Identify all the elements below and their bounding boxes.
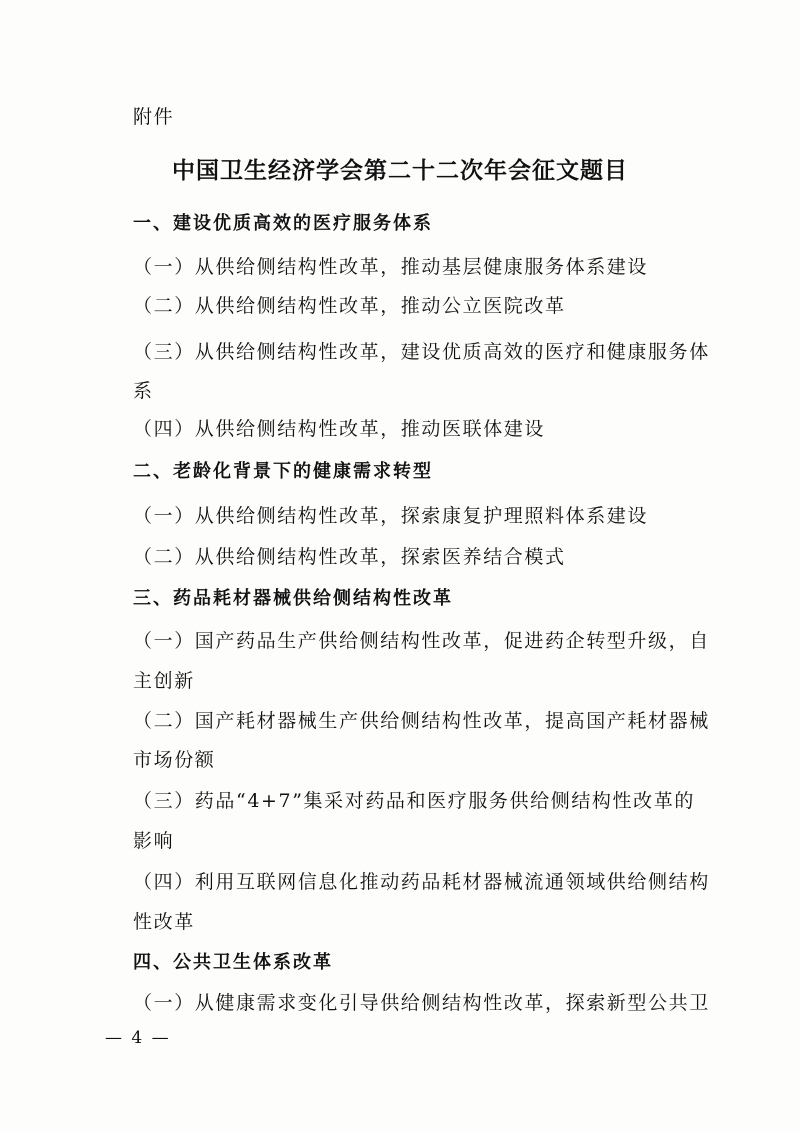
section-heading: 二、老龄化背景下的健康需求转型	[133, 461, 433, 482]
list-item-continuation: 性改革	[133, 911, 195, 933]
list-item: （一）国产药品生产供给侧结构性改革，促进药企转型升级，自	[133, 630, 710, 652]
list-item: （二）国产耗材器械生产供给侧结构性改革，提高国产耗材器械	[133, 710, 710, 732]
list-item-continuation: 主创新	[133, 670, 195, 692]
list-item-continuation: 市场份额	[133, 749, 216, 771]
section-heading: 四、公共卫生体系改革	[133, 952, 333, 973]
list-item: （一）从供给侧结构性改革，探索康复护理照料体系建设	[133, 505, 649, 527]
list-item: （二）从供给侧结构性改革，推动公立医院改革	[133, 295, 566, 317]
page-number: — 4 —	[105, 1028, 171, 1048]
list-item: （二）从供给侧结构性改革，探索医养结合模式	[133, 546, 566, 568]
list-item-continuation: 影响	[133, 830, 175, 852]
list-item: （一）从健康需求变化引导供给侧结构性改革，探索新型公共卫	[133, 992, 710, 1014]
section-heading: 一、建设优质高效的医疗服务体系	[133, 213, 433, 234]
list-item: （四）利用互联网信息化推动药品耗材器械流通领域供给侧结构	[133, 871, 710, 893]
section-heading: 三、药品耗材器械供给侧结构性改革	[133, 588, 453, 609]
list-item: （一）从供给侧结构性改革，推动基层健康服务体系建设	[133, 256, 649, 278]
list-item-continuation: 系	[133, 380, 154, 402]
document-title: 中国卫生经济学会第二十二次年会征文题目	[172, 158, 628, 184]
list-item: （四）从供给侧结构性改革，推动医联体建设	[133, 418, 546, 440]
list-item: （三）药品“4+7”集采对药品和医疗服务供给侧结构性改革的	[133, 790, 695, 812]
list-item: （三）从供给侧结构性改革，建设优质高效的医疗和健康服务体	[133, 341, 710, 363]
attachment-label: 附件	[133, 106, 175, 128]
